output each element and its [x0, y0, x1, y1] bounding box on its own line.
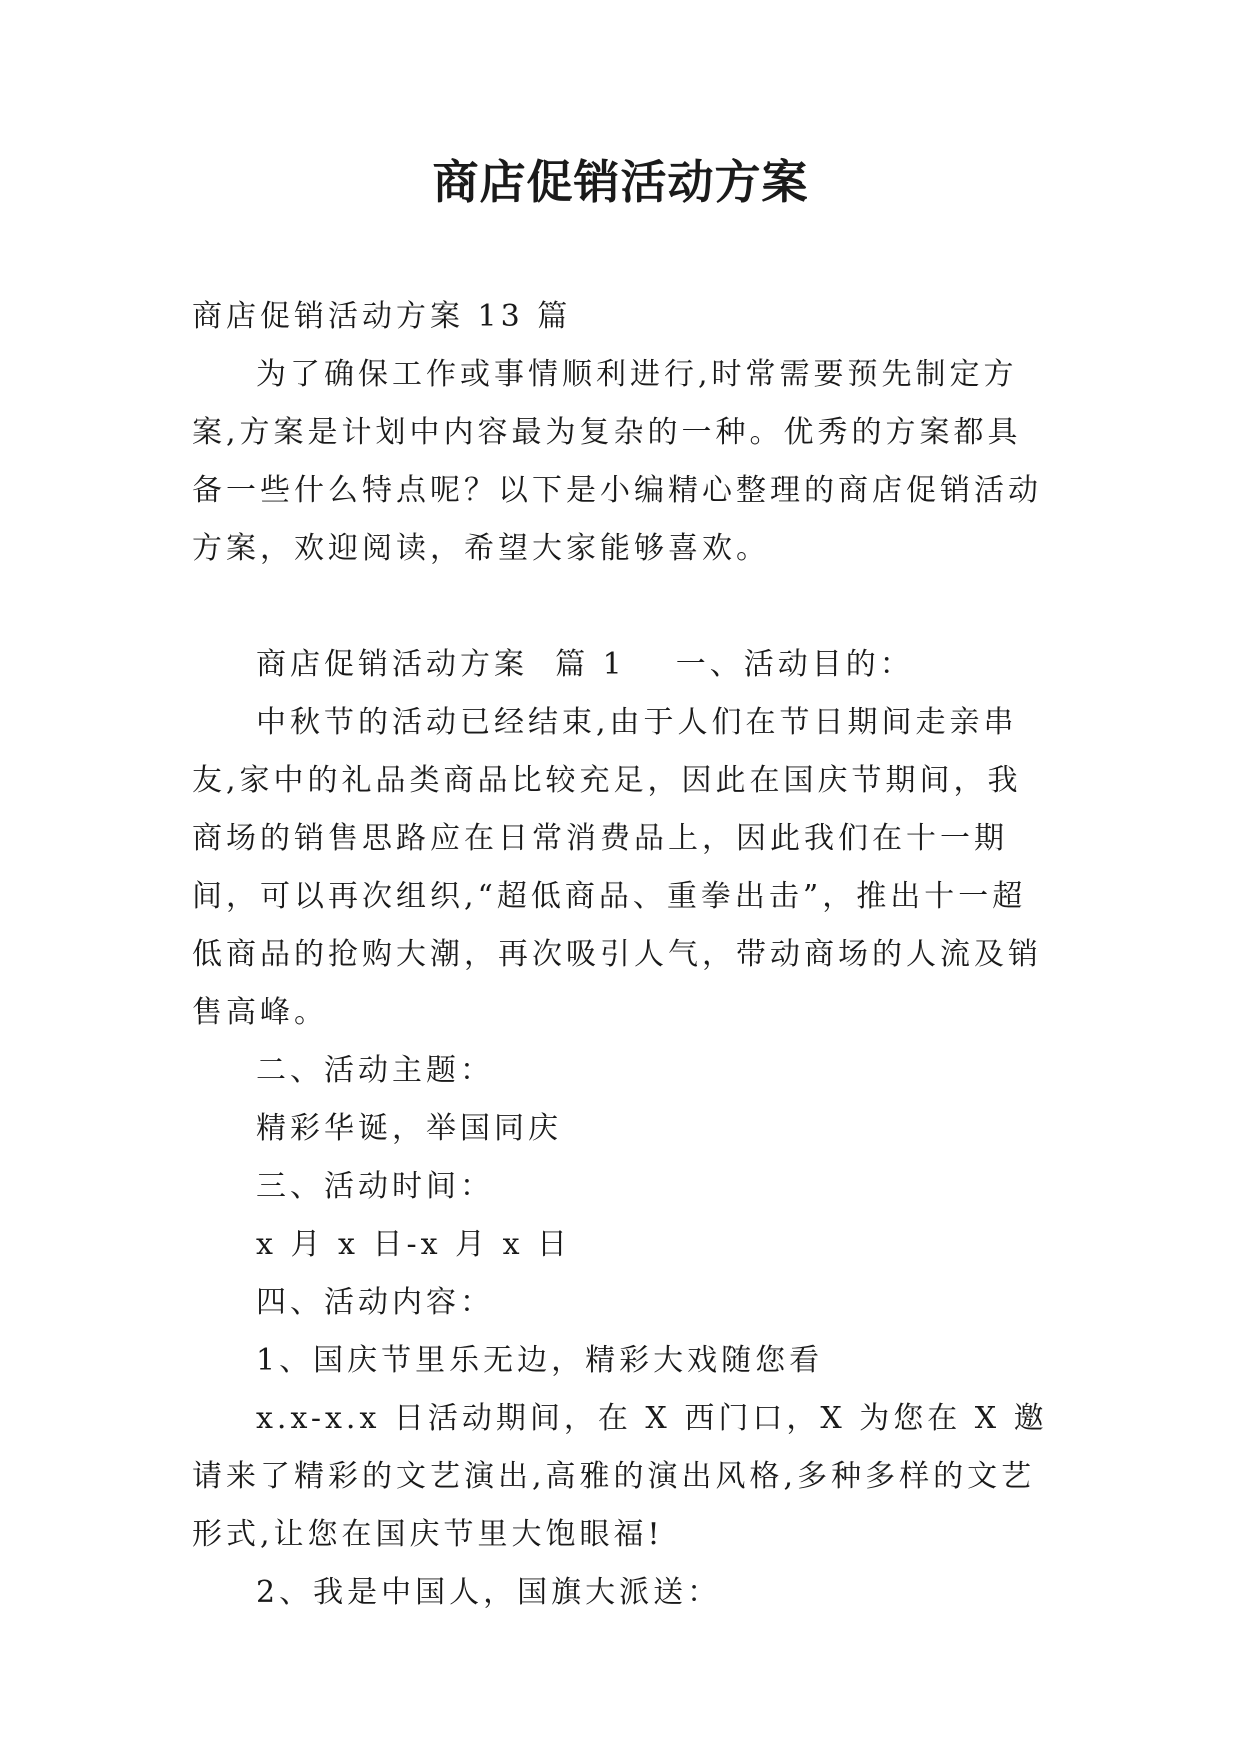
section-1-title: 商店促销活动方案 篇 1: [256, 647, 626, 682]
intro-paragraph: 为了确保工作或事情顺利进行,时常需要预先制定方案,方案是计划中内容最为复杂的一种。优秀的方案都具备一些什么特点呢？以下是小编精心整理的商店促销活动方案，欢迎阅读，希望大家能够喜欢。: [192, 357, 1042, 566]
theme-text: 精彩华诞，举国同庆: [256, 1111, 562, 1146]
time-heading: 三、活动时间：: [256, 1169, 494, 1204]
time-text: x 月 x 日-x 月 x 日: [256, 1227, 572, 1262]
item-1-title: 1、国庆节里乐无边，精彩大戏随您看: [256, 1343, 824, 1378]
content-heading: 四、活动内容：: [256, 1285, 494, 1320]
theme-heading: 二、活动主题：: [256, 1053, 494, 1088]
purpose-heading: 一、活动目的：: [675, 647, 914, 682]
item-2-title: 2、我是中国人，国旗大派送：: [256, 1575, 722, 1610]
document-subtitle: 商店促销活动方案 13 篇: [192, 299, 572, 334]
section-1-heading-line: [192, 636, 1054, 694]
item-1-paragraph: x.x-x.x 日活动期间，在 X 西门口，X 为您在 X 邀请来了精彩的文艺演出,高雅的演出风格,多种多样的文艺形式,让您在国庆节里大饱眼福!: [192, 1401, 1048, 1552]
document-body: [192, 288, 1054, 1622]
document-title: 商店促销活动方案: [432, 155, 809, 209]
purpose-paragraph: 中秋节的活动已经结束,由于人们在节日期间走亲串友,家中的礼品类商品比较充足，因此在国庆节期间，我商场的销售思路应在日常消费品上，因此我们在十一期间，可以再次组织,“超低商品、重拳出击”，推出十一超低商品的抢购大潮，再次吸引人气，带动商场的人流及销售高峰。: [192, 705, 1042, 1030]
